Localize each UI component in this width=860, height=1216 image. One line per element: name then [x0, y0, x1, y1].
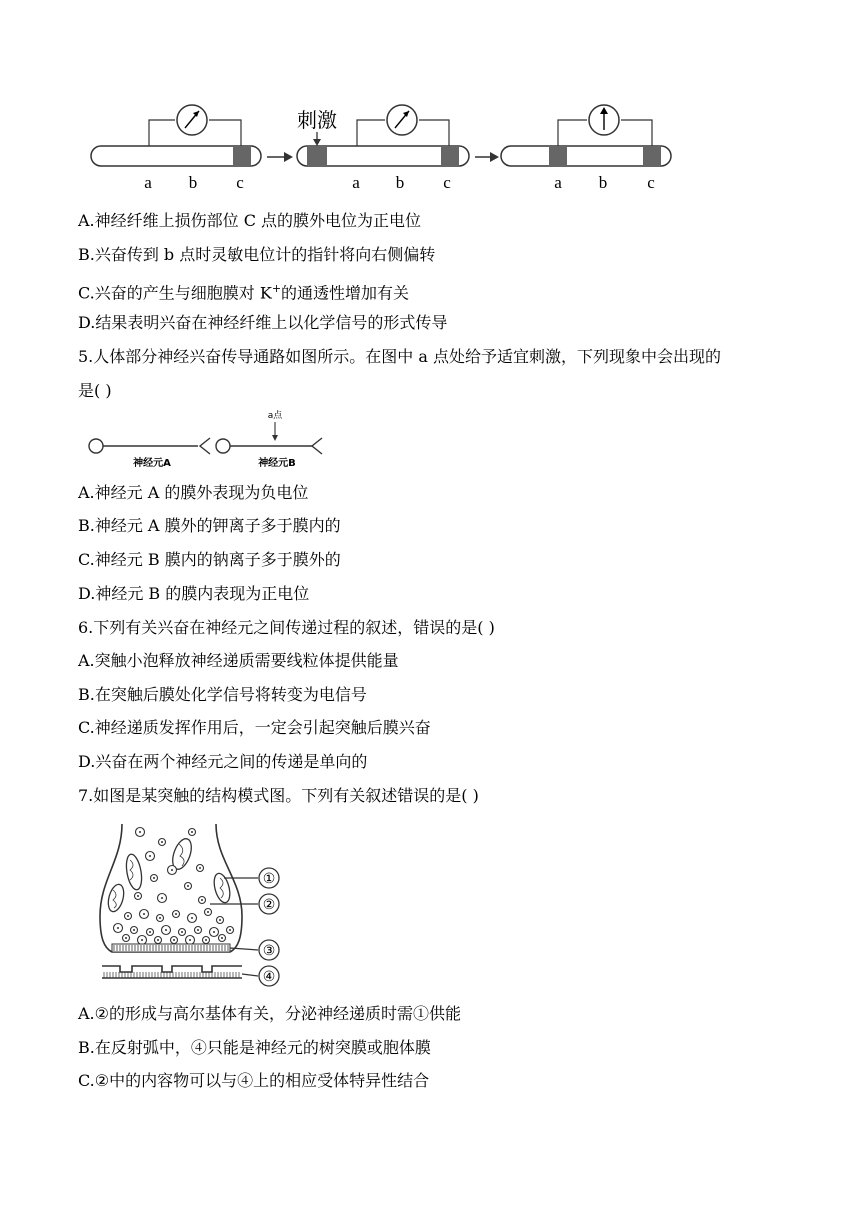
q7-option-a: A.②的形成与高尔基体有关，分泌神经递质时需①供能 [78, 1004, 461, 1023]
q6-option-a: A.突触小泡释放神经递质需要线粒体提供能量 [78, 651, 399, 670]
q6-option-c: C.神经递质发挥作用后，一定会引起突触后膜兴奋 [78, 718, 431, 737]
synapse-label-1: ① [262, 872, 276, 887]
q4-option-c-text-2: 的通透性增加有关 [281, 283, 410, 303]
vesicle-core [149, 855, 151, 857]
fiber-panel-2 [297, 105, 469, 192]
vesicle-core [201, 899, 203, 901]
vesicle-core [199, 867, 201, 869]
q5-option-c: C.神经元 B 膜内的钠离子多于膜外的 [78, 550, 341, 569]
vesicle-core [157, 939, 159, 941]
vesicle-core [125, 937, 127, 939]
vesicle-core [197, 929, 199, 931]
vesicle-core [139, 831, 141, 833]
q4-option-d: D.结果表明兴奋在神经纤维上以化学信号的形式传导 [78, 313, 448, 332]
q5-stem-line-2: 是( ) [78, 381, 112, 400]
vesicle-core [133, 929, 135, 931]
panel-1-label-b: b [188, 173, 198, 192]
neuron-b-label: 神经元B [258, 458, 296, 469]
synapse-label-2: ② [262, 898, 276, 913]
q6-option-b: B.在突触后膜处化学信号将转变为电信号 [78, 685, 367, 704]
q4-option-c-superscript: + [271, 282, 282, 295]
panel-1-label-a: a [144, 173, 152, 192]
vesicle-core [189, 939, 191, 941]
panel-2-label-b: b [395, 173, 405, 192]
q4-option-a: A.神经纤维上损伤部位 C 点的膜外电位为正电位 [78, 211, 422, 230]
panel-3-label-c: c [647, 173, 655, 192]
vesicle-core [187, 885, 189, 887]
vesicle-core [127, 915, 129, 917]
panel-3-label-a: a [554, 173, 562, 192]
q4-option-c [78, 279, 409, 303]
q4-option-b: B.兴奋传到 b 点时灵敏电位计的指针将向右侧偏转 [78, 245, 436, 264]
vesicle-core [213, 931, 215, 933]
point-a-label: a点 [267, 411, 283, 421]
q5-stem-line-1: 5.人体部分神经兴奋传导通路如图所示。在图中 a 点处给予适宜刺激，下列现象中会出现的 [78, 347, 721, 366]
vesicle-core [221, 937, 223, 939]
vesicle-core [165, 929, 167, 931]
vesicle-core [191, 917, 193, 919]
q5-option-a: A.神经元 A 的膜外表现为负电位 [78, 483, 309, 502]
synapse-structure-figure [92, 820, 292, 990]
q6-stem: 6.下列有关兴奋在神经元之间传递过程的叙述，错误的是( ) [78, 618, 495, 637]
vesicle-core [219, 919, 221, 921]
vesicle-core [191, 831, 193, 833]
vesicle-core [161, 841, 163, 843]
vesicle-core [149, 931, 151, 933]
vesicle-core [137, 895, 139, 897]
panel-2-label-a: a [352, 173, 360, 192]
synapse-label-3: ③ [262, 944, 276, 959]
synapse-label-4: ④ [262, 970, 276, 985]
q6-option-d: D.兴奋在两个神经元之间的传递是单向的 [78, 752, 368, 771]
vesicle-core [159, 917, 161, 919]
nerve-fiber-figure [85, 100, 685, 196]
q7-stem: 7.如图是某突触的结构模式图。下列有关叙述错误的是( ) [78, 786, 479, 805]
vesicle-core [117, 927, 119, 929]
vesicle-core [205, 939, 207, 941]
q5-option-d: D.神经元 B 的膜内表现为正电位 [78, 584, 310, 603]
fiber-panel-1 [91, 105, 261, 192]
neuron-pathway-figure [82, 408, 342, 472]
vesicle-core [173, 939, 175, 941]
vesicle-core [153, 877, 155, 879]
vesicle-core [175, 913, 177, 915]
vesicle-core [229, 929, 231, 931]
vesicle-core [171, 869, 173, 871]
vesicle-core [161, 897, 163, 899]
panel-3-label-b: b [598, 173, 608, 192]
vesicle-core [143, 913, 145, 915]
vesicle-core [181, 931, 183, 933]
fiber-panel-3 [501, 105, 671, 192]
neuron-a-label: 神经元A [133, 458, 171, 469]
panel-1-label-c: c [236, 173, 244, 192]
q5-option-b: B.神经元 A 膜外的钾离子多于膜内的 [78, 516, 341, 535]
stimulus-label: 刺激 [297, 108, 337, 132]
q4-option-c-text-1: C.兴奋的产生与细胞膜对 K [78, 283, 272, 303]
q7-option-c: C.②中的内容物可以与④上的相应受体特异性结合 [78, 1071, 430, 1090]
vesicle-core [207, 911, 209, 913]
vesicle-core [141, 939, 143, 941]
panel-2-label-c: c [443, 173, 451, 192]
q7-option-b: B.在反射弧中，④只能是神经元的树突膜或胞体膜 [78, 1038, 431, 1057]
